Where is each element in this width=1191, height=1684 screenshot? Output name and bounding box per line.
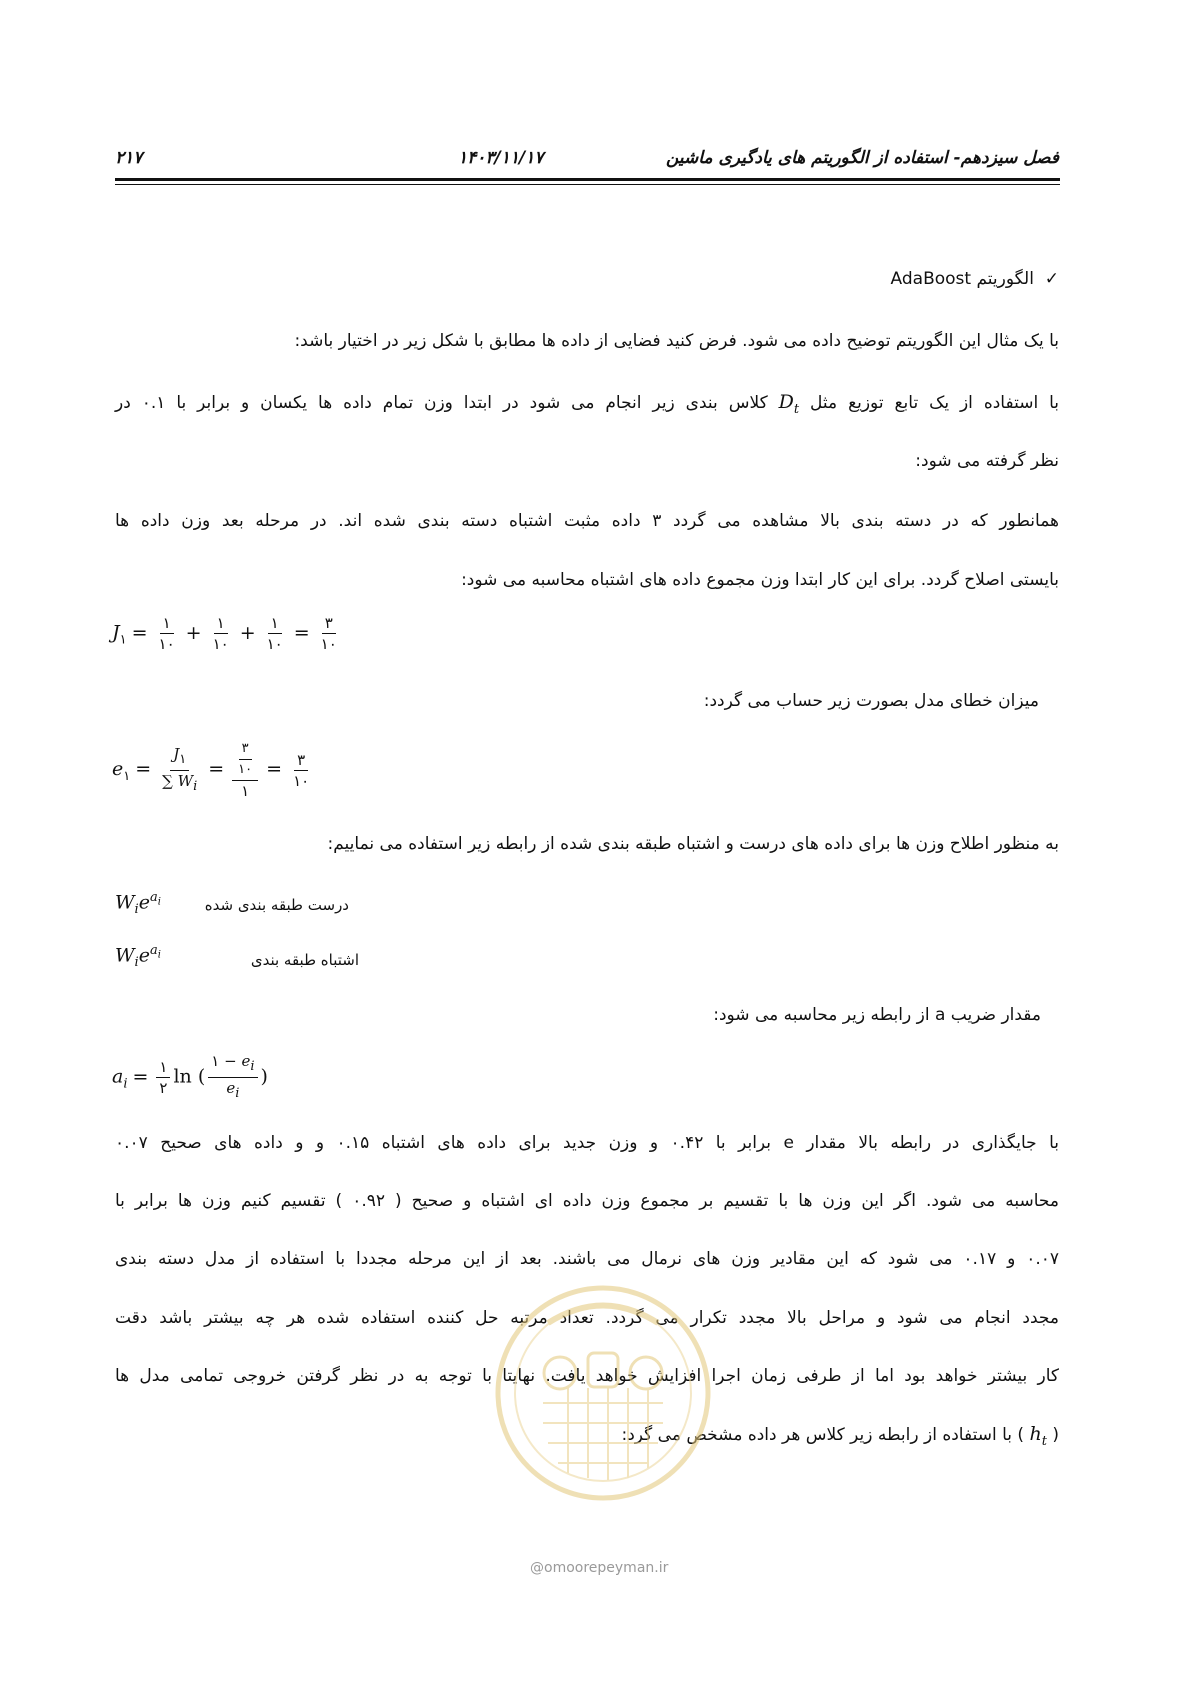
equation-j1: $J_۱$ = $\frac{۱}{۱۰}$ + $\frac{۱}{۱۰}$ + $\frac{۱}{۱۰}$ = $\frac{۳}{۱۰}$ <box>112 614 337 653</box>
paragraph-2-line-1: با استفاده از یک تابع توزیع مثل $D_t$ کلاس بندی زیر انجام می شود در ابتدا وزن تمام داده ها یکسان و برابر با ۰.۱ در <box>115 391 1060 417</box>
paragraph-2-line-2: نظر گرفته می شود: <box>915 451 1059 471</box>
paragraph-5: به منظور اطلاح وزن ها برای داده های درست و اشتباه طبقه بندی شده از رابطه زیر استفاده می نماییم: <box>327 834 1059 854</box>
section-title: الگوریتم AdaBoost <box>890 269 1034 289</box>
paragraph-3-line-2: بایستی اصلاح گردد. برای این کار ابتدا وزن مجموع داده های اشتباه محاسبه می شود: <box>461 570 1059 590</box>
paragraph-6: مقدار ضریب a از رابطه زیر محاسبه می شود: <box>713 1005 1041 1025</box>
header-date: ۱۴۰۳/۱۱/۱۷ <box>458 148 544 168</box>
paragraph-7-line-3: ۰.۰۷ و ۰.۱۷ می شود که این مقادیر وزن های نرمال می باشند. بعد از این مرحله مجددا با استفاده از مدل دسته بندی <box>115 1249 1059 1269</box>
paragraph-4: میزان خطای مدل بصورت زیر حساب می گردد: <box>703 691 1039 711</box>
correct-label: درست طبقه بندی شده <box>204 896 349 914</box>
page-number: ۲۱۷ <box>115 148 143 168</box>
section-heading <box>891 266 1059 292</box>
header-rule-thin <box>115 184 1060 185</box>
paragraph-7-line-6: ( $h_t$ ) با استفاده از رابطه زیر کلاس هر داده مشخص می گرد: <box>621 1423 1059 1449</box>
watermark-text: @omoorepeyman.ir <box>530 1560 669 1576</box>
check-icon: ✓ <box>1044 269 1059 289</box>
paragraph-7-line-2: محاسبه می شود. اگر این وزن ها با تقسیم بر مجموع وزن داده ای اشتباه و صحیح ( ۰.۹۲ ) تقسیم کنیم وزن ها برابر با <box>115 1191 1059 1211</box>
paragraph-1: با یک مثال این الگوریتم توضیح داده می شود. فرض کنید فضایی از داده ها مطابق با شکل زیر در اختیار باشد: <box>294 331 1059 351</box>
dt-symbol: $D_t$ <box>778 391 800 417</box>
paragraph-7-line-5: کار بیشتر خواهد بود اما از طرفی زمان اجرا افزایش خواهد یافت. نهایتا با توجه به در نظر گرفتن خروجی تمامی مدل ها <box>115 1366 1059 1386</box>
paragraph-7-line-1: با جایگذاری در رابطه بالا مقدار e برابر با ۰.۴۲ و وزن جدید برای داده های اشتباه ۰.۱۵ و و داده های صحیح ۰.۰۷ <box>115 1133 1059 1153</box>
chapter-title: فصل سیزدهم- استفاده از الگوریتم های یادگیری ماشین <box>665 148 1059 168</box>
paragraph-3-line-1: همانطور که در دسته بندی بالا مشاهده می گردد ۳ داده مثبت اشتباه دسته بندی شده اند. در مرحله بعد وزن داده ها <box>115 511 1059 531</box>
paragraph-7-line-4: مجدد انجام می شود و مراحل بالا مجدد تکرار می گردد. تعداد مرتبه حل کننده استفاده شده هر چه بیشتر باشد دقت <box>115 1308 1059 1328</box>
logo-seal-icon <box>488 1278 718 1508</box>
weight-wrong-expr: $W_ie^{a_i}$ <box>115 943 161 971</box>
equation-e1: $e_۱$ = $\frac{J_۱}{\sum W_i}$ = $\frac{\frac{۳}{۱۰}}{۱}$ = $\frac{۳}{۱۰}$ <box>112 741 310 800</box>
equation-ai: $a_i$ = $\frac{۱}{۲}$ ln ( $\frac{۱ - e_i}{e_i}$ ) <box>112 1052 268 1101</box>
wrong-label: اشتباه طبقه بندی <box>250 951 359 969</box>
header-rule-thick <box>115 178 1060 181</box>
weight-correct-expr: $W_ie^{a_i}$ <box>115 890 161 918</box>
ht-symbol: $h_t$ <box>1029 1423 1047 1449</box>
